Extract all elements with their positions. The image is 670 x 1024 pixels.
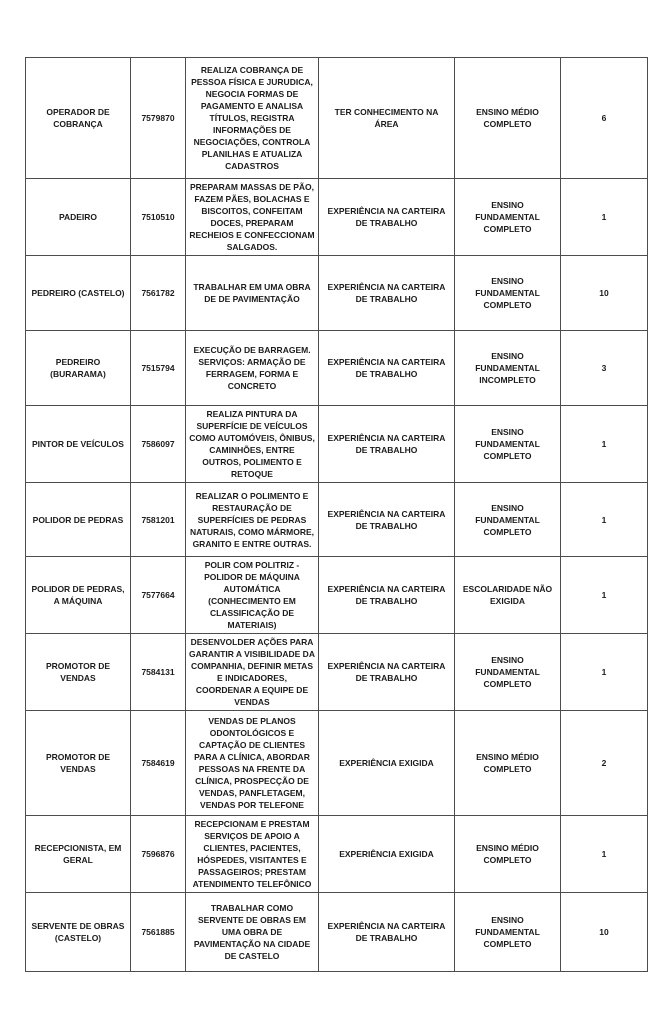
cell-code: 7584619 <box>131 711 186 816</box>
job-vacancies-table <box>25 57 648 972</box>
cell-description: TRABALHAR EM UMA OBRA DE DE PAVIMENTAÇÃO <box>186 256 319 331</box>
cell-education: ENSINO FUNDAMENTAL COMPLETO <box>455 893 561 972</box>
cell-description: REALIZA PINTURA DA SUPERFÍCIE DE VEÍCULOS COMO AUTOMÓVEIS, ÔNIBUS, CAMINHÕES, ENTRE OUTROS, POLIMENTO E RETOQUE <box>186 406 319 483</box>
cell-description: EXECUÇÃO DE BARRAGEM. SERVIÇOS: ARMAÇÃO DE FERRAGEM, FORMA E CONCRETO <box>186 331 319 406</box>
cell-occupation: PROMOTOR DE VENDAS <box>26 711 131 816</box>
cell-openings: 1 <box>561 179 648 256</box>
cell-education: ESCOLARIDADE NÃO EXIGIDA <box>455 557 561 634</box>
table-row <box>26 893 648 972</box>
cell-education: ENSINO FUNDAMENTAL COMPLETO <box>455 634 561 711</box>
cell-openings: 6 <box>561 58 648 179</box>
cell-openings: 3 <box>561 331 648 406</box>
table-row <box>26 816 648 893</box>
cell-occupation: PEDREIRO (BURARAMA) <box>26 331 131 406</box>
cell-occupation: POLIDOR DE PEDRAS, A MÁQUINA <box>26 557 131 634</box>
cell-education: ENSINO MÉDIO COMPLETO <box>455 58 561 179</box>
cell-code: 7515794 <box>131 331 186 406</box>
cell-openings: 1 <box>561 816 648 893</box>
table-row <box>26 406 648 483</box>
cell-requirement: EXPERIÊNCIA NA CARTEIRA DE TRABALHO <box>319 179 455 256</box>
cell-code: 7581201 <box>131 483 186 557</box>
cell-requirement: EXPERIÊNCIA NA CARTEIRA DE TRABALHO <box>319 634 455 711</box>
cell-description: TRABALHAR COMO SERVENTE DE OBRAS EM UMA OBRA DE PAVIMENTAÇÃO NA CIDADE DE CASTELO <box>186 893 319 972</box>
cell-openings: 1 <box>561 557 648 634</box>
cell-code: 7561885 <box>131 893 186 972</box>
cell-description: RECEPCIONAM E PRESTAM SERVIÇOS DE APOIO A CLIENTES, PACIENTES, HÓSPEDES, VISITANTES E PASSAGEIROS; PRESTAM ATENDIMENTO TELEFÔNICO <box>186 816 319 893</box>
table-row <box>26 557 648 634</box>
cell-openings: 10 <box>561 893 648 972</box>
cell-requirement: EXPERIÊNCIA NA CARTEIRA DE TRABALHO <box>319 893 455 972</box>
cell-occupation: PADEIRO <box>26 179 131 256</box>
cell-occupation: RECEPCIONISTA, EM GERAL <box>26 816 131 893</box>
cell-description: DESENVOLDER AÇÕES PARA GARANTIR A VISIBILIDADE DA COMPANHIA, DEFINIR METAS E INDICADORES, COORDENAR A EQUIPE DE VENDAS <box>186 634 319 711</box>
cell-education: ENSINO FUNDAMENTAL COMPLETO <box>455 406 561 483</box>
cell-occupation: POLIDOR DE PEDRAS <box>26 483 131 557</box>
cell-openings: 1 <box>561 406 648 483</box>
cell-requirement: EXPERIÊNCIA EXIGIDA <box>319 711 455 816</box>
cell-requirement: EXPERIÊNCIA NA CARTEIRA DE TRABALHO <box>319 557 455 634</box>
cell-code: 7579870 <box>131 58 186 179</box>
cell-code: 7561782 <box>131 256 186 331</box>
cell-education: ENSINO FUNDAMENTAL COMPLETO <box>455 483 561 557</box>
table-row <box>26 634 648 711</box>
cell-code: 7510510 <box>131 179 186 256</box>
cell-occupation: OPERADOR DE COBRANÇA <box>26 58 131 179</box>
cell-education: ENSINO MÉDIO COMPLETO <box>455 816 561 893</box>
table-row <box>26 331 648 406</box>
cell-requirement: EXPERIÊNCIA EXIGIDA <box>319 816 455 893</box>
cell-code: 7577664 <box>131 557 186 634</box>
cell-education: ENSINO MÉDIO COMPLETO <box>455 711 561 816</box>
cell-description: POLIR COM POLITRIZ - POLIDOR DE MÁQUINA AUTOMÁTICA (CONHECIMENTO EM CLASSIFICAÇÃO DE MATERIAIS) <box>186 557 319 634</box>
cell-openings: 2 <box>561 711 648 816</box>
cell-education: ENSINO FUNDAMENTAL INCOMPLETO <box>455 331 561 406</box>
cell-openings: 10 <box>561 256 648 331</box>
cell-requirement: TER CONHECIMENTO NA ÁREA <box>319 58 455 179</box>
cell-code: 7596876 <box>131 816 186 893</box>
cell-description: REALIZAR O POLIMENTO E RESTAURAÇÃO DE SUPERFÍCIES DE PEDRAS NATURAIS, COMO MÁRMORE, GRANITO E ENTRE OUTRAS. <box>186 483 319 557</box>
cell-code: 7586097 <box>131 406 186 483</box>
table-row <box>26 483 648 557</box>
cell-openings: 1 <box>561 483 648 557</box>
cell-education: ENSINO FUNDAMENTAL COMPLETO <box>455 256 561 331</box>
table-row <box>26 711 648 816</box>
cell-requirement: EXPERIÊNCIA NA CARTEIRA DE TRABALHO <box>319 406 455 483</box>
cell-occupation: PINTOR DE VEÍCULOS <box>26 406 131 483</box>
cell-code: 7584131 <box>131 634 186 711</box>
table-row <box>26 58 648 179</box>
cell-description: VENDAS DE PLANOS ODONTOLÓGICOS E CAPTAÇÃO DE CLIENTES PARA A CLÍNICA, ABORDAR PESSOAS NA FRENTE DA CLÍNICA, PROSPECÇÃO DE VENDAS, PANFLETAGEM, VENDAS POR TELEFONE <box>186 711 319 816</box>
cell-description: PREPARAM MASSAS DE PÃO, FAZEM PÃES, BOLACHAS E BISCOITOS, CONFEITAM DOCES, PREPARAM RECHEIOS E CONFECCIONAM SALGADOS. <box>186 179 319 256</box>
cell-occupation: PEDREIRO (CASTELO) <box>26 256 131 331</box>
table-row <box>26 179 648 256</box>
cell-occupation: PROMOTOR DE VENDAS <box>26 634 131 711</box>
cell-description: REALIZA COBRANÇA DE PESSOA FÍSICA E JURUDICA, NEGOCIA FORMAS DE PAGAMENTO E ANALISA TÍTULOS, REGISTRA INFORMAÇÕES DE NEGOCIAÇÕES, CONTROLA PLANILHAS E ATUALIZA CADASTROS <box>186 58 319 179</box>
cell-education: ENSINO FUNDAMENTAL COMPLETO <box>455 179 561 256</box>
cell-occupation: SERVENTE DE OBRAS (CASTELO) <box>26 893 131 972</box>
cell-openings: 1 <box>561 634 648 711</box>
table-row <box>26 256 648 331</box>
cell-requirement: EXPERIÊNCIA NA CARTEIRA DE TRABALHO <box>319 483 455 557</box>
cell-requirement: EXPERIÊNCIA NA CARTEIRA DE TRABALHO <box>319 256 455 331</box>
cell-requirement: EXPERIÊNCIA NA CARTEIRA DE TRABALHO <box>319 331 455 406</box>
